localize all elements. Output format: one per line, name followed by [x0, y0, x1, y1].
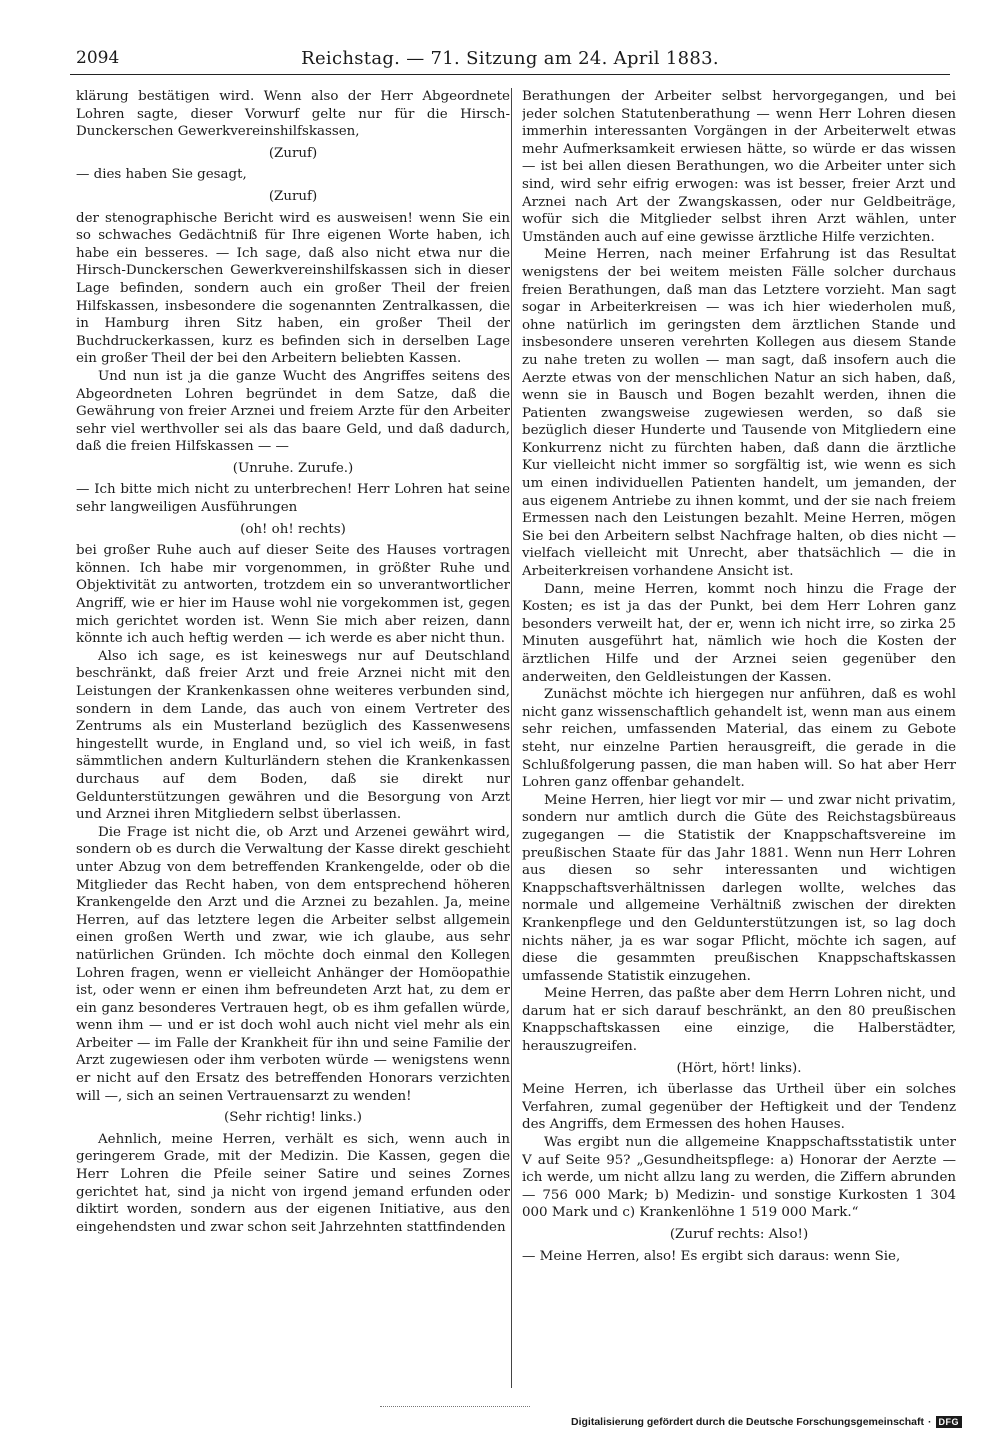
left-column-paragraph: Aehnlich, meine Herren, verhält es sich, wenn auch in geringerem Grade, mit der Medizin. Die Kassen, gegen die Herr Lohren die Pfeile seiner Satire und seines Zornes gerichtet hat, sind ja nicht von irgend jemand erfunden oder diktirt worden, sondern aus der eigenen Initiative, aus den eingehendsten und zwar schon seit Jahrzehnten stattfindenden [76, 1131, 510, 1235]
left-column-paragraph: — dies haben Sie gesagt, [76, 167, 247, 183]
left-column-paragraph: Also ich sage, es ist keineswegs nur auf Deutschland beschränkt, daß freier Arzt und freie Arznei nicht mit den Leistungen der Krankenkassen ohne weiteres verbunden sind, sondern in dem Lande, das auch von einem Vertreter des Zentrums als ein Musterland bezüglich des Kassenwesens hingestellt wurde, in England und, so viel ich weiß, in fast sämmtlichen andern Kulturländern stehen die Krankenkassen durchaus auf dem Boden, daß sie direkt nur Geldunterstützungen gewähren und die Besorgung von Arzt und Arznei ihren Mitgliedern selbst überlassen. [76, 648, 510, 823]
right-column-paragraph: (Zuruf rechts: Also!) [669, 1227, 809, 1242]
right-column-paragraph: (Hört, hört! links). [676, 1060, 802, 1076]
right-column-paragraph: — Meine Herren, also! Es ergibt sich daraus: wenn Sie, [522, 1248, 901, 1264]
right-column-paragraph: Meine Herren, ich überlasse das Urtheil über ein solches Verfahren, zumal gegenüber der Heftigkeit und der Tendenz des Angriffs, dem Ermessen des hohen Hauses. [522, 1082, 956, 1133]
page-number: 2094 [76, 48, 120, 68]
right-column-paragraph: Berathungen der Arbeiter selbst hervorgegangen, und bei jeder solchen Statutenberathung — wenn Herr Lohren diesen immerhin interessanten Vorgängen in der Arbeiterwelt etwas mehr Aufmerksamkeit erwiesen hätte, so würde er das wissen — ist bei allen diesen Berathungen, wo die Arbeiter unter sich sind, wird sehr eifrig erwogen: was ist besser, freier Arzt und Arznei nach Art der Zwangskassen, oder nur Geldbeiträge, wofür sich die Mitglieder selbst ihren Arzt wählen, unter Umständen auch auf eine gewisse ärztliche Hilfe verzichten. [522, 89, 956, 245]
left-column-paragraph: klärung bestätigen wird. Wenn also der Herr Abgeordnete Lohren sagte, dieser Vorwurf gelte nur für die Hirsch-Dunckerschen Gewerkvereinshilfskassen, [76, 89, 510, 140]
right-column-paragraph: Meine Herren, das paßte aber dem Herrn Lohren nicht, und darum hat er sich darauf beschränkt, an den 80 preußischen Knappschaftskassen eine einzige, die Halberstädter, herauszugreifen. [522, 986, 956, 1055]
right-column-paragraph: Zunächst möchte ich hiergegen nur anführen, daß es wohl nicht ganz wissenschaftlich gehandelt ist, wenn man aus einem sehr reichen, umfassenden Material, das einem zu Gebote steht, nur einzelne Partien herausgreift, die gerade in die Schlußfolgerung passen, die man haben will. So hat aber Herr Lohren ganz offenbar gehandelt. [522, 687, 956, 791]
left-column-paragraph: (Unruhe. Zurufe.) [232, 460, 354, 476]
column-divider [511, 88, 512, 1388]
right-column-paragraph: Was ergibt nun die allgemeine Knappschaftsstatistik unter V auf Seite 95? „Gesundheitspflege: a) Honorar der Aerzte — ich werde, um nicht allzu lang zu werden, die Ziffern abrunden — 756 000 Mark; b) Medizin- und sonstige Kurkosten 1 304 000 Mark und c) Krankenlöhne 1 519 000 Mark.“ [522, 1135, 956, 1221]
left-column-paragraph: Und nun ist ja die ganze Wucht des Angriffes seitens des Abgeordneten Lohren begründet in dem Satze, daß die Gewährung von freier Arznei und freiem Arzte für den Arbeiter sehr viel werthvoller sei als das baare Geld, und daß dadurch, daß die freien Hilfskassen — — [76, 368, 510, 455]
running-head: Reichstag. — 71. Sitzung am 24. April 1883. [301, 48, 719, 69]
left-column-paragraph: (Zuruf) [268, 145, 318, 161]
left-column-paragraph: (oh! oh! rechts) [240, 521, 346, 537]
digitization-credit [571, 1416, 962, 1428]
left-column-paragraph: (Sehr richtig! links.) [224, 1110, 362, 1126]
left-column-paragraph: Die Frage ist nicht die, ob Arzt und Arzenei gewährt wird, sondern ob es durch die Verwaltung der Kasse direkt geschieht unter Abzug von dem betreffenden Krankengelde, oder ob die Mitglieder das Recht haben, von dem entsprechend höheren Krankengelde den Arzt und die Arznei zu bezahlen. Ja, meine Herren, auf das letztere legen die Arbeiter selbst allgemein einen großen Werth und zwar, wie ich glaube, aus sehr natürlichen Gründen. Ich möchte doch einmal den Kollegen Lohren fragen, wenn er vielleicht Anhänger der Homöopathie ist, oder wenn er einen ihm befreundeten Arzt hat, zu dem er ein ganz besonderes Vertrauen hegt, ob es ihm gefallen würde, wenn ihm — und er ist doch wohl auch nicht viel mehr als ein Arbeiter — im Falle der Krankheit für ihn und seine Familie der Arzt zugewiesen oder ihm verboten würde — wenigstens wenn er nicht auf den Ersatz des betreffenden Honorars verzichten will —, sich an seinen Vertrauensarzt zu wenden! [76, 824, 510, 1104]
right-column [522, 88, 956, 1388]
credit-text: Digitalisierung gefördert durch die Deutsche Forschungsgemeinschaft [571, 1416, 924, 1428]
dfg-logo-icon: DFG [936, 1416, 963, 1428]
right-column-paragraph: Meine Herren, hier liegt vor mir — und zwar nicht privatim, sondern nur amtlich durch die Güte des Reichstagsbüreaus zugegangen — die Statistik der Knappschaftsvereine im preußischen Staate für das Jahr 1881. Wenn nun Herr Lohren aus diesen so sehr interessanten und wichtigen Knappschaftsverhältnissen darlegen wollte, welches das normale und allgemeine Verhältniß zwischen der direkten Krankenpflege und den Geldunterstützungen ist, so lag doch nichts näher, ja es war sogar Pflicht, möchte ich sagen, auf diese die gesammten preußischen Knappschaftskassen umfassende Statistik einzugehen. [522, 792, 956, 984]
left-column [76, 88, 510, 1388]
right-column-paragraph: Meine Herren, nach meiner Erfahrung ist das Resultat wenigstens der bei weitem meisten Fälle solcher durchaus freien Berathungen, daß man das Letztere vorzieht. Man sagt sogar in Arbeiterkreisen — was ich hier wiederholen muß, ohne natürlich im geringsten dem ärztlichen Stande und insbesondere unseren verehrten Kollegen aus diesem Stande zu nahe treten zu wollen — man sagt, daß insofern auch die Aerzte etwas von der menschlichen Natur an sich haben, daß, wenn sie in Bausch und Bogen bezahlt werden, ihnen die Patienten zwangsweise zugewiesen werden, so daß sie bezüglich dieser Hunderte und Tausende von Mitgliedern eine Konkurrenz nicht zu fürchten haben, daß dann die ärztliche Kur vielleicht nicht immer so sorgfältig ist, wie wenn es sich um einen individuellen Patienten handelt, um jemanden, der aus eigenem Antriebe zu ihnen kommt, und der sie nach freiem Ermessen nach den Leistungen bezahlt. Meine Herren, mögen Sie bei den Arbeitern selbst Nachfrage halten, ob dies nicht — vielfach vielleicht mit Unrecht, aber thatsächlich — die in Arbeiterkreisen vorhandene Ansicht ist. [522, 247, 956, 580]
left-column-paragraph: (Zuruf) [268, 188, 318, 204]
left-column-paragraph: — Ich bitte mich nicht zu unterbrechen! Herr Lohren hat seine sehr langweiligen Ausführungen [76, 482, 510, 516]
left-column-paragraph: der stenographische Bericht wird es ausweisen! wenn Sie ein so schwaches Gedächtniß für Ihre eigenen Worte haben, ich habe ein besseres. — Ich sage, daß also nicht etwa nur die Hirsch-Dunckerschen Gewerkvereinshilfskassen sich in dieser Lage befinden, sondern auch ein großer Theil der freien Hilfskassen, insbesondere die sogenannten Zentralkassen, die in Hamburg ihren Sitz haben, ein großer Theil der Buchdruckerkassen, kurz es befinden sich in derselben Lage ein großer Theil der bei den Arbeitern beliebten Kassen. [76, 210, 510, 367]
separator: · [928, 1416, 932, 1428]
left-column-paragraph: bei großer Ruhe auch auf dieser Seite des Hauses vortragen können. Ich habe mir vorgenommen, in größter Ruhe und Objektivität zu antworten, trotzdem ein so unverantwortlicher Angriff, wie er hier im Hause wohl nie vorgekommen ist, gegen mich gerichtet worden ist. Wenn Sie mich aber reizen, dann könnte ich auch heftig werden — ich werde es aber nicht thun. [76, 543, 510, 647]
page-end-rule [380, 1406, 530, 1407]
right-column-paragraph: Dann, meine Herren, kommt noch hinzu die Frage der Kosten; es ist ja das der Punkt, bei dem Herr Lohren ganz besonders verweilt hat, der er, wenn ich nicht irre, so zirka 25 Minuten ausgeführt hat, nämlich wie hoch die Kosten der ärztlichen Hilfe und der Arznei seien gegenüber den anderweiten, den Geldleistungen der Kassen. [522, 581, 956, 685]
page-header [70, 44, 950, 75]
